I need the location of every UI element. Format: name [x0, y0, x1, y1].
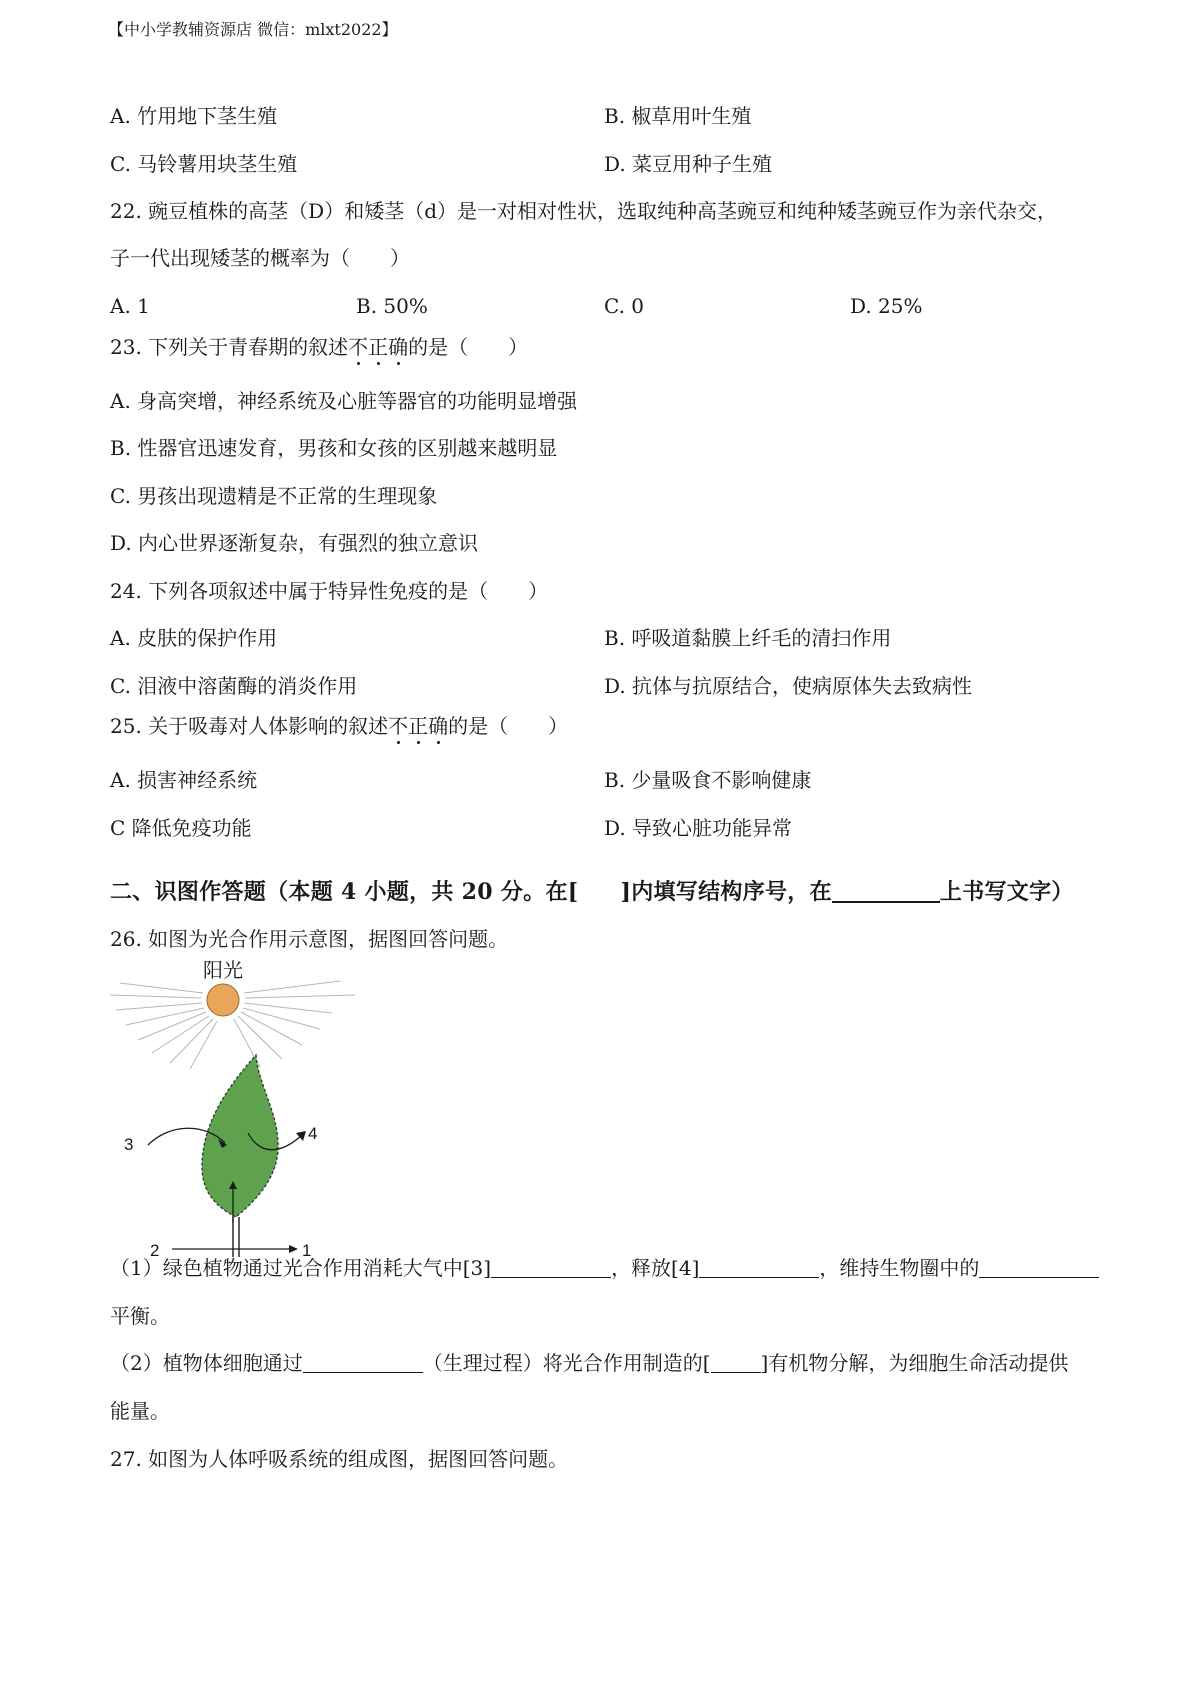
- q25-emphasis-char: 不: [388, 714, 409, 738]
- q24-option-c: C. 泪液中溶菌酶的消炎作用: [110, 674, 358, 698]
- label-3: 3: [124, 1135, 134, 1154]
- section-2-heading-part: 上书写文字）: [939, 879, 1074, 905]
- q26-sub2-text: （2）植物体细胞通过: [110, 1351, 303, 1375]
- q25-option-d: D. 导致心脏功能异常: [604, 816, 793, 840]
- q25-stem-prefix: 25. 关于吸毒对人体影响的叙述: [110, 714, 389, 738]
- leaf-icon: [202, 1055, 278, 1217]
- answer-blank: [832, 881, 940, 903]
- q24-stem: 24. 下列各项叙述中属于特异性免疫的是（ ）: [110, 579, 549, 603]
- q22-option-b: B. 50%: [356, 294, 428, 318]
- answer-blank: [303, 1354, 423, 1373]
- photosynthesis-diagram: [110, 955, 360, 1260]
- q22-stem-line1: 22. 豌豆植株的高茎（D）和矮茎（d）是一对相对性状，选取纯种高茎豌豆和纯种矮茎豌豆作为亲代杂交，: [110, 199, 1058, 223]
- q25-stem-suffix: 的是（ ）: [448, 714, 569, 738]
- q26-sub1-text: ，释放[4]: [611, 1256, 700, 1280]
- q23-emphasis-char: 不: [348, 335, 369, 359]
- q23-option-a: A. 身高突增，神经系统及心脏等器官的功能明显增强: [110, 389, 578, 413]
- q22-option-c: C. 0: [604, 294, 645, 318]
- q23-emphasis-char: 正: [368, 335, 389, 359]
- q25-option-a: A. 损害神经系统: [110, 768, 258, 792]
- q22-option-a: A. 1: [110, 294, 150, 318]
- q21-option-c: C. 马铃薯用块茎生殖: [110, 152, 298, 176]
- q25-emphasis-char: 确: [428, 714, 449, 738]
- q26-sub1-line1: [110, 1258, 1099, 1278]
- label-4: 4: [308, 1124, 318, 1143]
- q26-sub2-text: ]有机物分解，为细胞生命活动提供: [760, 1351, 1069, 1375]
- answer-blank: [491, 1259, 611, 1278]
- label-1: 1: [302, 1241, 312, 1260]
- section-2-heading: [110, 881, 1074, 903]
- q26-sub1-text: ，维持生物圈中的: [819, 1256, 980, 1280]
- q23-stem: [110, 337, 528, 357]
- q27-stem: 27. 如图为人体呼吸系统的组成图，据图回答问题。: [110, 1447, 569, 1471]
- q26-stem: 26. 如图为光合作用示意图，据图回答问题。: [110, 927, 509, 951]
- sun-label: 阳光: [203, 960, 243, 982]
- q25-option-b: B. 少量吸食不影响健康: [604, 768, 812, 792]
- q23-stem-suffix: 的是（ ）: [408, 335, 529, 359]
- q24-option-b: B. 呼吸道黏膜上纤毛的清扫作用: [604, 626, 892, 650]
- q23-emphasis-char: 确: [388, 335, 409, 359]
- label-2: 2: [150, 1241, 160, 1260]
- q26-sub1-text: （1）绿色植物通过光合作用消耗大气中[3]: [110, 1256, 492, 1280]
- q21-option-a: A. 竹用地下茎生殖: [110, 104, 278, 128]
- q24-option-a: A. 皮肤的保护作用: [110, 626, 278, 650]
- q23-option-d: D. 内心世界逐渐复杂，有强烈的独立意识: [110, 531, 479, 555]
- q25-emphasis-char: 正: [408, 714, 429, 738]
- q23-stem-prefix: 23. 下列关于青春期的叙述: [110, 335, 349, 359]
- q22-option-d: D. 25%: [850, 294, 923, 318]
- section-2-heading-part: 二、识图作答题（本题 4 小题，共 20 分。在[: [110, 879, 579, 905]
- q21-option-d: D. 菜豆用种子生殖: [604, 152, 773, 176]
- q22-stem-line2: 子一代出现矮茎的概率为（ ）: [110, 246, 410, 270]
- q26-sub2-text: （生理过程）将光合作用制造的[: [422, 1351, 711, 1375]
- page-header: 【中小学教辅资源店 微信：mlxt2022】: [108, 20, 398, 39]
- q26-sub2-line1: [110, 1353, 1068, 1373]
- q25-stem: [110, 716, 568, 736]
- answer-blank: [711, 1354, 761, 1373]
- answer-blank: [979, 1259, 1099, 1278]
- q23-option-b: B. 性器官迅速发育，男孩和女孩的区别越来越明显: [110, 436, 558, 460]
- section-2-heading-part: ]内填写结构序号，在: [620, 879, 832, 905]
- sun-icon: [207, 984, 239, 1016]
- q26-sub1-line2: 平衡。: [110, 1304, 170, 1328]
- answer-blank: [699, 1259, 819, 1278]
- q26-sub2-line2: 能量。: [110, 1399, 170, 1423]
- q25-option-c: C 降低免疫功能: [110, 816, 252, 840]
- q21-option-b: B. 椒草用叶生殖: [604, 104, 752, 128]
- q24-option-d: D. 抗体与抗原结合，使病原体失去致病性: [604, 674, 973, 698]
- q23-option-c: C. 男孩出现遗精是不正常的生理现象: [110, 484, 438, 508]
